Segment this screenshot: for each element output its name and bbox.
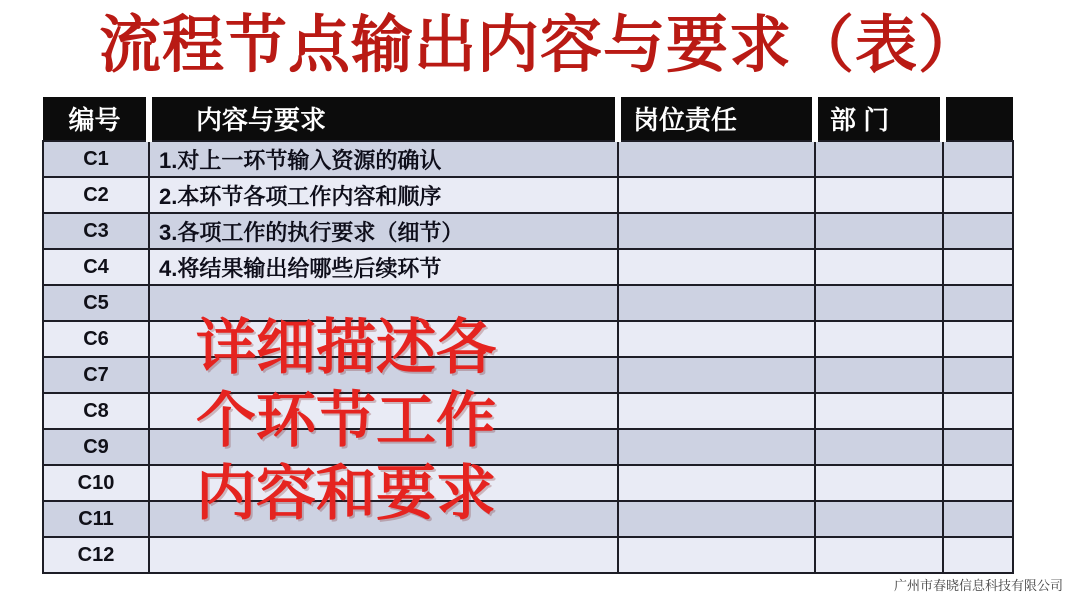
position-cell [618,465,815,501]
department-cell [815,213,943,249]
position-cell [618,249,815,285]
table-header-row [43,97,1013,141]
row-number-cell: C8 [43,393,149,429]
position-cell [618,285,815,321]
footer-company: 广州市春晓信息科技有限公司 [893,578,1063,593]
extra-cell [943,429,1013,465]
extra-cell [943,357,1013,393]
extra-cell [943,285,1013,321]
position-cell [618,393,815,429]
table-row [43,177,1013,213]
table-row [43,321,1013,357]
header-cell-4 [943,97,1013,141]
header-cell-0: 编号 [43,97,149,141]
header-cell-1: 内容与要求 [149,97,618,141]
position-cell [618,141,815,177]
table-row [43,465,1013,501]
department-cell [815,285,943,321]
process-output-table [42,97,1014,574]
content-cell: 2.本环节各项工作内容和顺序 [149,177,618,213]
content-cell: 3.各项工作的执行要求（细节） [149,213,618,249]
table-row [43,537,1013,573]
row-number-cell: C7 [43,357,149,393]
row-number-cell: C2 [43,177,149,213]
position-cell [618,213,815,249]
table-row [43,357,1013,393]
department-cell [815,357,943,393]
row-number-cell: C4 [43,249,149,285]
page-title: 流程节点输出内容与要求（表） [98,12,981,80]
row-number-cell: C10 [43,465,149,501]
extra-cell [943,393,1013,429]
extra-cell [943,249,1013,285]
table-body [43,141,1013,573]
row-number-cell: C3 [43,213,149,249]
department-cell [815,429,943,465]
department-cell [815,141,943,177]
extra-cell [943,213,1013,249]
row-number-cell: C1 [43,141,149,177]
position-cell [618,429,815,465]
row-number-cell: C6 [43,321,149,357]
position-cell [618,501,815,537]
position-cell [618,537,815,573]
extra-cell [943,321,1013,357]
extra-cell [943,465,1013,501]
table-row [43,213,1013,249]
position-cell [618,321,815,357]
annotation-line: 内容和要求 [196,461,496,527]
row-number-cell: C11 [43,501,149,537]
position-cell [618,177,815,213]
department-cell [815,465,943,501]
table-row [43,393,1013,429]
annotation-line: 详细描述各 [196,315,496,381]
header-cell-2: 岗位责任 [618,97,815,141]
department-cell [815,177,943,213]
department-cell [815,249,943,285]
content-cell: 1.对上一环节输入资源的确认 [149,141,618,177]
content-cell [149,537,618,573]
table-row [43,285,1013,321]
row-number-cell: C9 [43,429,149,465]
table-row [43,429,1013,465]
extra-cell [943,501,1013,537]
annotation-line: 个环节工作 [196,388,496,454]
annotation-overlay [196,312,496,531]
extra-cell [943,141,1013,177]
department-cell [815,321,943,357]
row-number-cell: C5 [43,285,149,321]
table-row [43,141,1013,177]
table-row [43,249,1013,285]
header-cell-3: 部 门 [815,97,943,141]
extra-cell [943,537,1013,573]
table-row [43,501,1013,537]
extra-cell [943,177,1013,213]
position-cell [618,357,815,393]
content-cell: 4.将结果输出给哪些后续环节 [149,249,618,285]
row-number-cell: C12 [43,537,149,573]
department-cell [815,393,943,429]
department-cell [815,501,943,537]
department-cell [815,537,943,573]
